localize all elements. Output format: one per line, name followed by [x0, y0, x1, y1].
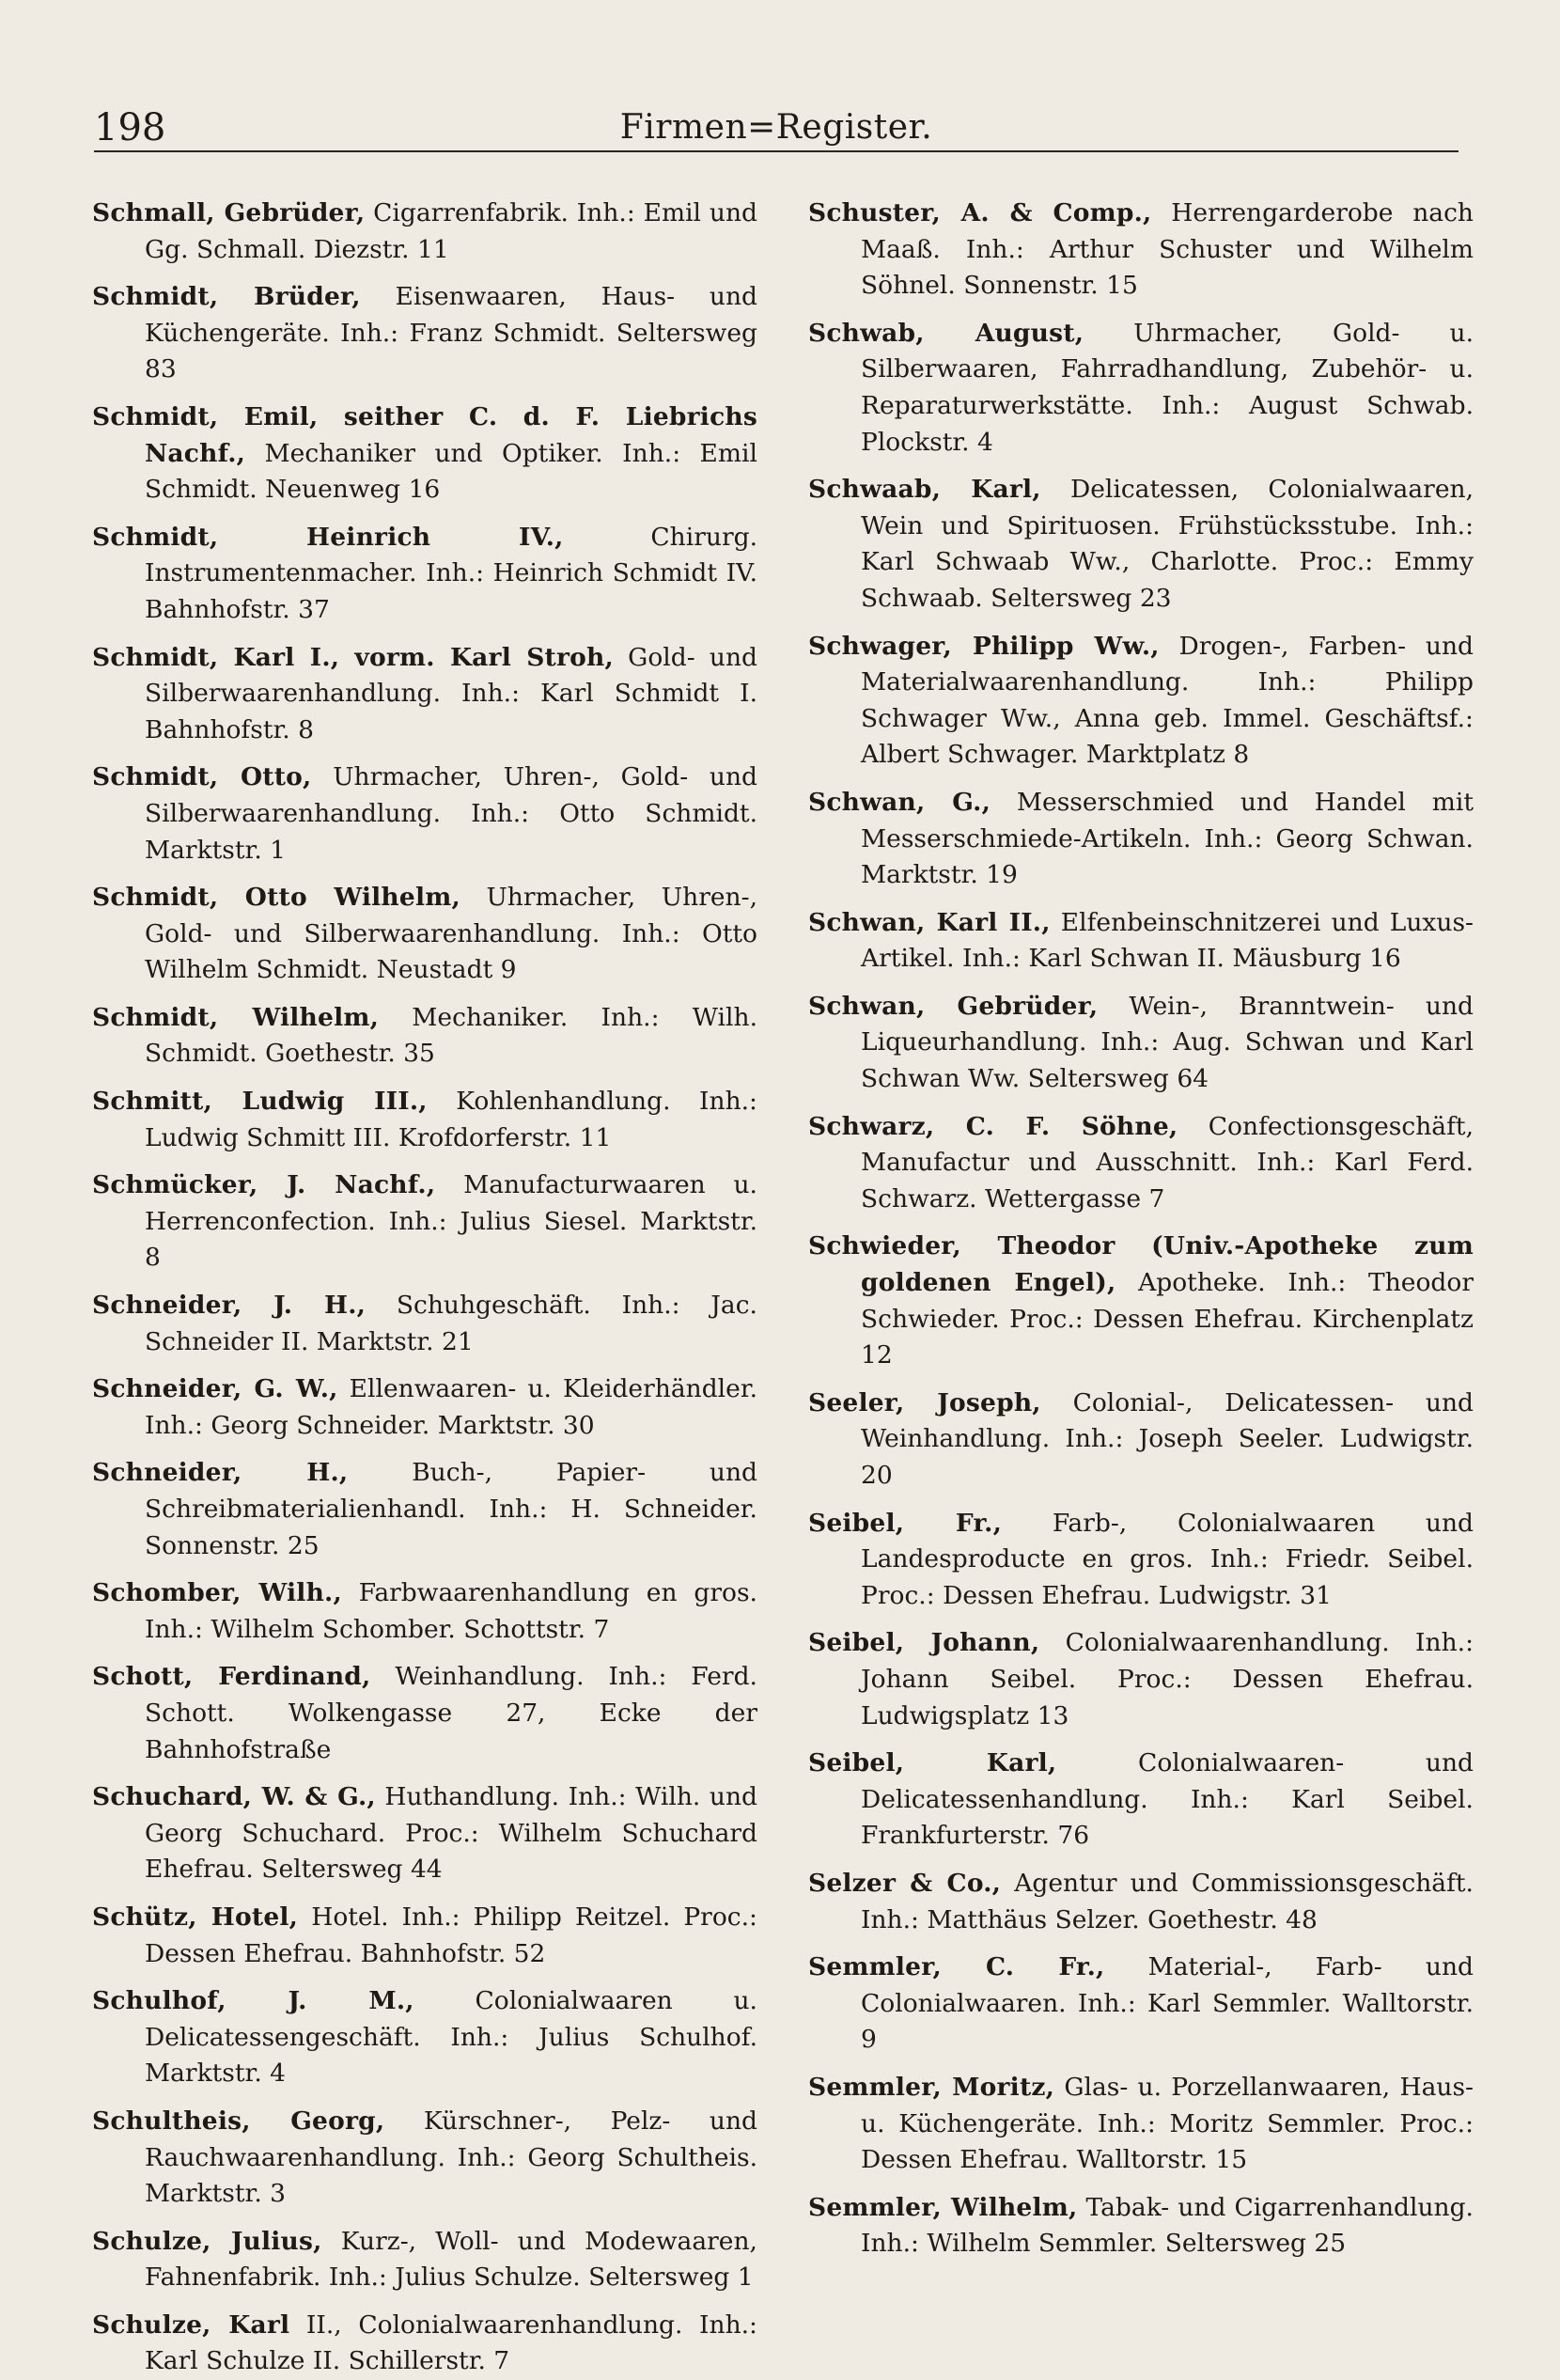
directory-entry [808, 1386, 1474, 1495]
firm-name: Seeler, Joseph, [808, 1387, 1041, 1417]
directory-entry [92, 640, 757, 749]
firm-name: Schwaab, Karl, [808, 475, 1041, 505]
firm-name: Seibel, Johann, [808, 1628, 1040, 1658]
firm-details: Colonialwaarenhandlung. Inh.: Johann Seibel. Proc.: Dessen Ehefrau. Ludwigsplatz 13 [861, 1628, 1474, 1730]
firm-details: Colonialwaaren- und Delicatessenhandlung. Inh.: Karl Seibel. Frankfurterstr. 76 [861, 1748, 1474, 1851]
right-column [808, 196, 1474, 2263]
firm-name: Schmidt, Brüder, [92, 282, 361, 312]
firm-name: Schott, Ferdinand, [92, 1662, 371, 1692]
directory-entry [808, 1109, 1474, 1218]
firm-name: Schmidt, Wilhelm, [92, 1002, 380, 1032]
firm-name: Schütz, Hotel, [92, 1902, 299, 1932]
firm-name: Seibel, Karl, [808, 1748, 1057, 1778]
firm-details: Hotel. Inh.: Philipp Reitzel. Proc.: Dessen Ehefrau. Bahnhofstr. 52 [145, 1902, 757, 1968]
firm-name: Schulze, Karl [92, 2310, 290, 2340]
firm-name: Schmall, Gebrüder, [92, 198, 366, 227]
firm-name: Schmidt, Emil, seither C. d. F. Liebrichs Nachf., [92, 401, 757, 468]
firm-name: Schomber, Wilh., [92, 1578, 342, 1608]
directory-entry [92, 1455, 757, 1564]
directory-entry [808, 196, 1474, 305]
firm-name: Schwan, Karl II., [808, 907, 1051, 937]
directory-entry [808, 1625, 1474, 1734]
firm-name: Schulhof, J. M., [92, 1986, 414, 2016]
directory-entry [92, 520, 757, 629]
firm-details: Elfenbeinschnitzerei und Luxus-Artikel. Inh.: Karl Schwan II. Mäusburg 16 [861, 907, 1474, 974]
directory-entry [808, 316, 1474, 461]
firm-name: Selzer & Co., [808, 1868, 1002, 1898]
firm-name: Semmler, C. Fr., [808, 1952, 1105, 1982]
firm-name: Schmidt, Heinrich IV., [92, 522, 564, 552]
firm-details: Uhrmacher, Uhren-, Gold- und Silberwaarenhandlung. Inh.: Otto Schmidt. Marktstr. 1 [145, 762, 757, 865]
firm-details: Huthandlung. Inh.: Wilh. und Georg Schuchard. Proc.: Wilhelm Schuchard Ehefrau. Seltersweg 44 [145, 1782, 757, 1885]
directory-entry [808, 1949, 1474, 2059]
firm-details: Mechaniker und Optiker. Inh.: Emil Schmidt. Neuenweg 16 [145, 438, 757, 505]
left-column [92, 196, 758, 2376]
firm-name: Schwarz, C. F. Söhne, [808, 1111, 1178, 1141]
directory-entry [808, 989, 1474, 1098]
directory-entry [92, 1779, 757, 1888]
directory-entry [808, 1866, 1474, 1938]
firm-details: Eisenwaaren, Haus- und Küchengeräte. Inh.: Franz Schmidt. Seltersweg 83 [145, 282, 758, 384]
directory-entry [92, 2224, 757, 2296]
firm-details: Tabak- und Cigarrenhandlung. Inh.: Wilhelm Semmler. Seltersweg 25 [861, 2192, 1474, 2259]
directory-entry [92, 1167, 757, 1276]
firm-details: Uhrmacher, Uhren-, Gold- und Silberwaarenhandlung. Inh.: Otto Wilhelm Schmidt. Neustadt 9 [145, 883, 757, 985]
firm-details: II., Colonialwaarenhandlung. Inh.: Karl Schulze II. Schillerstr. 7 [145, 2310, 757, 2376]
firm-name: Schmidt, Otto Wilhelm, [92, 883, 460, 913]
directory-entry [92, 759, 757, 869]
directory-entry [92, 2308, 757, 2380]
firm-details: Colonialwaaren u. Delicatessengeschäft. Inh.: Julius Schulhof. Marktstr. 4 [145, 1986, 757, 2089]
directory-entry [808, 2190, 1474, 2263]
firm-details: Chirurg. Instrumentenmacher. Inh.: Heinrich Schmidt IV. Bahnhofstr. 37 [145, 522, 757, 624]
directory-entry [92, 279, 757, 388]
firm-details: Material-, Farb- und Colonialwaaren. Inh.: Karl Semmler. Walltorstr. 9 [861, 1952, 1474, 2055]
header-rule [94, 150, 1459, 152]
firm-details: Drogen-, Farben- und Materialwaarenhandlung. Inh.: Philipp Schwager Ww., Anna geb. Immel. Geschäftsf.: Albert Schwager. Marktplatz 8 [861, 631, 1474, 770]
firm-name: Schneider, H., [92, 1458, 349, 1488]
firm-details: Gold- und Silberwaarenhandlung. Inh.: Karl Schmidt I. Bahnhofstr. 8 [145, 642, 757, 744]
directory-entry [92, 399, 757, 509]
firm-details: Manufacturwaaren u. Herrenconfection. Inh.: Julius Siesel. Marktstr. 8 [145, 1170, 757, 1273]
firm-name: Schmidt, Karl I., vorm. Karl Stroh, [92, 642, 614, 672]
directory-entry [92, 1575, 757, 1648]
firm-details: Colonial-, Delicatessen- und Weinhandlung. Inh.: Joseph Seeler. Ludwigstr. 20 [861, 1387, 1474, 1490]
directory-entry [92, 1000, 757, 1073]
directory-entry [808, 785, 1474, 894]
firm-name: Schwieder, Theodor (Univ.-Apotheke zum goldenen Engel), [808, 1231, 1474, 1298]
firm-details: Herrengarderobe nach Maaß. Inh.: Arthur Schuster und Wilhelm Söhnel. Sonnenstr. 15 [861, 198, 1474, 301]
firm-name: Schmücker, J. Nachf., [92, 1170, 436, 1200]
directory-entry [808, 629, 1474, 774]
firm-details: Apotheke. Inh.: Theodor Schwieder. Proc.: Dessen Ehefrau. Kirchenplatz 12 [861, 1268, 1474, 1370]
firm-name: Schneider, G. W., [92, 1374, 338, 1404]
firm-details: Wein-, Branntwein- und Liqueurhandlung. Inh.: Aug. Schwan und Karl Schwan Ww. Seltersweg 64 [861, 991, 1474, 1094]
firm-name: Semmler, Moritz, [808, 2072, 1055, 2102]
firm-details: Confectionsgeschäft, Manufactur und Ausschnitt. Inh.: Karl Ferd. Schwarz. Wettergasse 7 [861, 1111, 1474, 1213]
firm-details: Kürschner-, Pelz- und Rauchwaarenhandlung. Inh.: Georg Schultheis. Marktstr. 3 [145, 2106, 757, 2209]
page-number: 198 [94, 106, 166, 149]
firm-details: Farb-, Colonialwaaren und Landesproducte en gros. Inh.: Friedr. Seibel. Proc.: Dessen Ehefrau. Ludwigstr. 31 [861, 1508, 1474, 1610]
firm-details: Uhrmacher, Gold- u. Silberwaaren, Fahrradhandlung, Zubehör- u. Reparaturwerkstätte. Inh.: August Schwab. Plockstr. 4 [861, 318, 1474, 457]
firm-details: Farbwaarenhandlung en gros. Inh.: Wilhelm Schomber. Schottstr. 7 [145, 1578, 757, 1644]
directory-entry [808, 472, 1474, 617]
directory-entry [92, 1288, 757, 1360]
firm-name: Schuster, A. & Comp., [808, 198, 1152, 227]
running-title: Firmen=Register. [619, 108, 933, 147]
firm-name: Semmler, Wilhelm, [808, 2192, 1078, 2222]
firm-name: Schultheis, Georg, [92, 2106, 385, 2136]
firm-details: Kurz-, Woll- und Modewaaren, Fahnenfabrik. Inh.: Julius Schulze. Seltersweg 1 [145, 2226, 757, 2293]
page-header [94, 105, 1459, 150]
firm-details: Weinhandlung. Inh.: Ferd. Schott. Wolkengasse 27, Ecke der Bahnhofstraße [145, 1662, 757, 1764]
directory-entry [808, 905, 1474, 978]
firm-details: Messerschmied und Handel mit Messerschmiede-Artikeln. Inh.: Georg Schwan. Marktstr. 19 [861, 787, 1474, 890]
directory-entry [92, 1659, 757, 1768]
firm-details: Agentur und Commissionsgeschäft. Inh.: Matthäus Selzer. Goethestr. 48 [861, 1868, 1474, 1934]
firm-name: Schwab, August, [808, 318, 1084, 348]
firm-details: Cigarrenfabrik. Inh.: Emil und Gg. Schmall. Diezstr. 11 [145, 198, 757, 264]
firm-name: Seibel, Fr., [808, 1508, 1003, 1538]
directory-entry [92, 2104, 757, 2213]
firm-details: Delicatessen, Colonialwaaren, Wein und Spirituosen. Frühstücksstube. Inh.: Karl Schwaab Ww., Charlotte. Proc.: Emmy Schwaab. Seltersweg 23 [861, 475, 1474, 613]
firm-details: Schuhgeschäft. Inh.: Jac. Schneider II. Marktstr. 21 [145, 1291, 757, 1356]
firm-name: Schwager, Philipp Ww., [808, 631, 1160, 661]
firm-name: Schwan, G., [808, 787, 991, 817]
firm-details: Buch-, Papier- und Schreibmaterialienhandl. Inh.: H. Schneider. Sonnenstr. 25 [145, 1458, 757, 1560]
firm-name: Schuchard, W. & G., [92, 1782, 376, 1812]
directory-entry [92, 1084, 757, 1156]
firm-details: Kohlenhandlung. Inh.: Ludwig Schmitt III. Krofdorferstr. 11 [145, 1087, 757, 1152]
firm-name: Schulze, Julius, [92, 2226, 322, 2256]
firm-name: Schmitt, Ludwig III., [92, 1087, 428, 1117]
directory-entry [808, 2070, 1474, 2179]
directory-entry [808, 1506, 1474, 1615]
firm-name: Schmidt, Otto, [92, 762, 312, 792]
firm-details: Glas- u. Porzellanwaaren, Haus- u. Küchengeräte. Inh.: Moritz Semmler. Proc.: Dessen Ehefrau. Walltorstr. 15 [861, 2072, 1474, 2175]
directory-entry [808, 1229, 1474, 1373]
directory-entry [92, 1900, 757, 1972]
firm-name: Schneider, J. H., [92, 1291, 367, 1321]
directory-entry [92, 1983, 757, 2092]
directory-entry [92, 880, 757, 989]
directory-entry [92, 1371, 757, 1444]
directory-entry [92, 196, 757, 268]
firm-details: Ellenwaaren- u. Kleiderhändler. Inh.: Georg Schneider. Marktstr. 30 [145, 1374, 757, 1440]
directory-entry [808, 1746, 1474, 1855]
firm-name: Schwan, Gebrüder, [808, 991, 1099, 1021]
firm-details: Mechaniker. Inh.: Wilh. Schmidt. Goethestr. 35 [145, 1002, 757, 1069]
